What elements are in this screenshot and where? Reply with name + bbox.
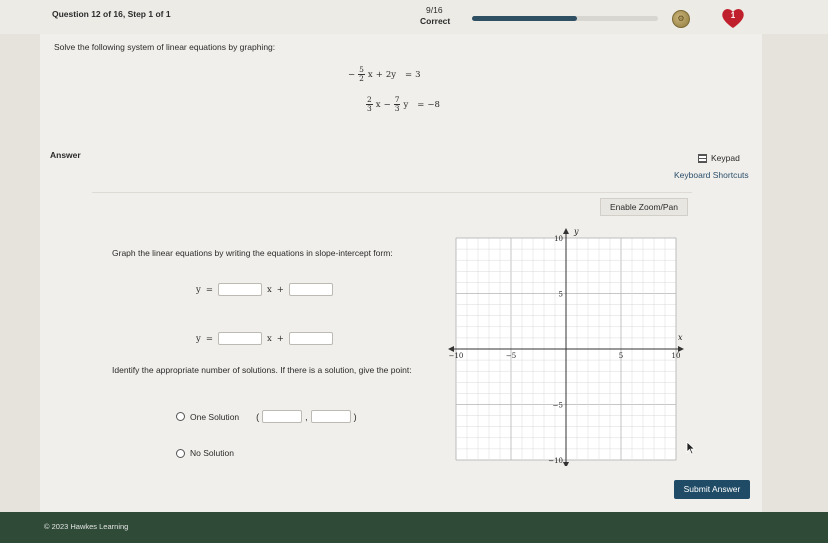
coin-icon[interactable]: ⚙ [672,10,690,28]
identify-solutions-text: Identify the appropriate number of solutions. If there is a solution, give the point: [112,365,412,375]
slope-input-2[interactable] [218,332,262,345]
problem-prompt: Solve the following system of linear equations by graphing: [54,42,276,52]
y-axis-arrow-down [563,462,569,466]
eq2-coef1-fraction: $\frac{2}{3}$ [367,95,372,113]
eq2-coef2-fraction: $\frac{7}{3}$ [394,95,400,113]
submit-answer-button[interactable]: Submit Answer [674,480,750,499]
eq1-sign: − [348,69,356,80]
y-axis-label: y [574,227,579,236]
intercept-input-1[interactable] [289,283,333,296]
y-tick-label: −10 [548,457,563,465]
y-tick-label: 10 [554,235,563,243]
progress-fill [472,16,577,21]
x-tick-label: −10 [448,352,464,360]
top-bar [0,0,828,34]
slope-intercept-eq-1: y = x + [196,283,333,296]
slope-input-1[interactable] [218,283,262,296]
question-label: Question 12 of 16, Step 1 of 1 [52,9,171,19]
solution-point: ( , ) [256,411,357,422]
graph-instruction: Graph the linear equations by writing the equations in slope-intercept form: [112,248,393,258]
x-tick-label: 10 [671,352,681,360]
x-axis-label: x [678,333,683,342]
equation-1: − $\frac{5}{2}$ x + 2y = 3 [348,65,421,83]
status-text: Correct [420,16,451,26]
y-axis-arrow-up [563,228,569,234]
copyright-text: © 2023 Hawkes Learning [44,522,129,531]
intercept-input-2[interactable] [289,332,333,345]
keypad-icon [698,154,707,163]
slope-intercept-eq-2: y = x + [196,332,333,345]
footer [0,512,828,543]
progress-count: 9/16 [426,5,443,15]
y-tick-label: 5 [558,290,563,299]
enable-zoom-pan-button[interactable]: Enable Zoom/Pan [600,198,688,216]
no-solution-radio[interactable] [176,449,185,458]
keyboard-shortcuts-link[interactable]: Keyboard Shortcuts [674,170,749,180]
solution-y-input[interactable] [311,410,351,423]
option-one-solution[interactable]: One Solution ( , ) [176,410,357,423]
option-no-solution[interactable]: No Solution [176,448,234,458]
hearts-count: 1 [730,11,736,20]
y-tick-label: −5 [552,401,563,410]
one-solution-radio[interactable] [176,412,185,421]
solution-x-input[interactable] [262,410,302,423]
answer-label: Answer [50,150,81,160]
mouse-cursor-icon [686,441,696,455]
eq1-coef-fraction: $\frac{5}{2}$ [359,65,364,83]
coordinate-graph[interactable] [444,224,684,466]
equation-2: $\frac{2}{3}$ x − $\frac{7}{3}$ y = −8 [367,95,440,113]
keypad-button[interactable]: Keypad [698,150,750,166]
progress-bar [472,16,658,21]
x-tick-label: 5 [618,352,624,360]
heart-icon [720,6,746,30]
x-tick-label: −5 [505,352,517,360]
